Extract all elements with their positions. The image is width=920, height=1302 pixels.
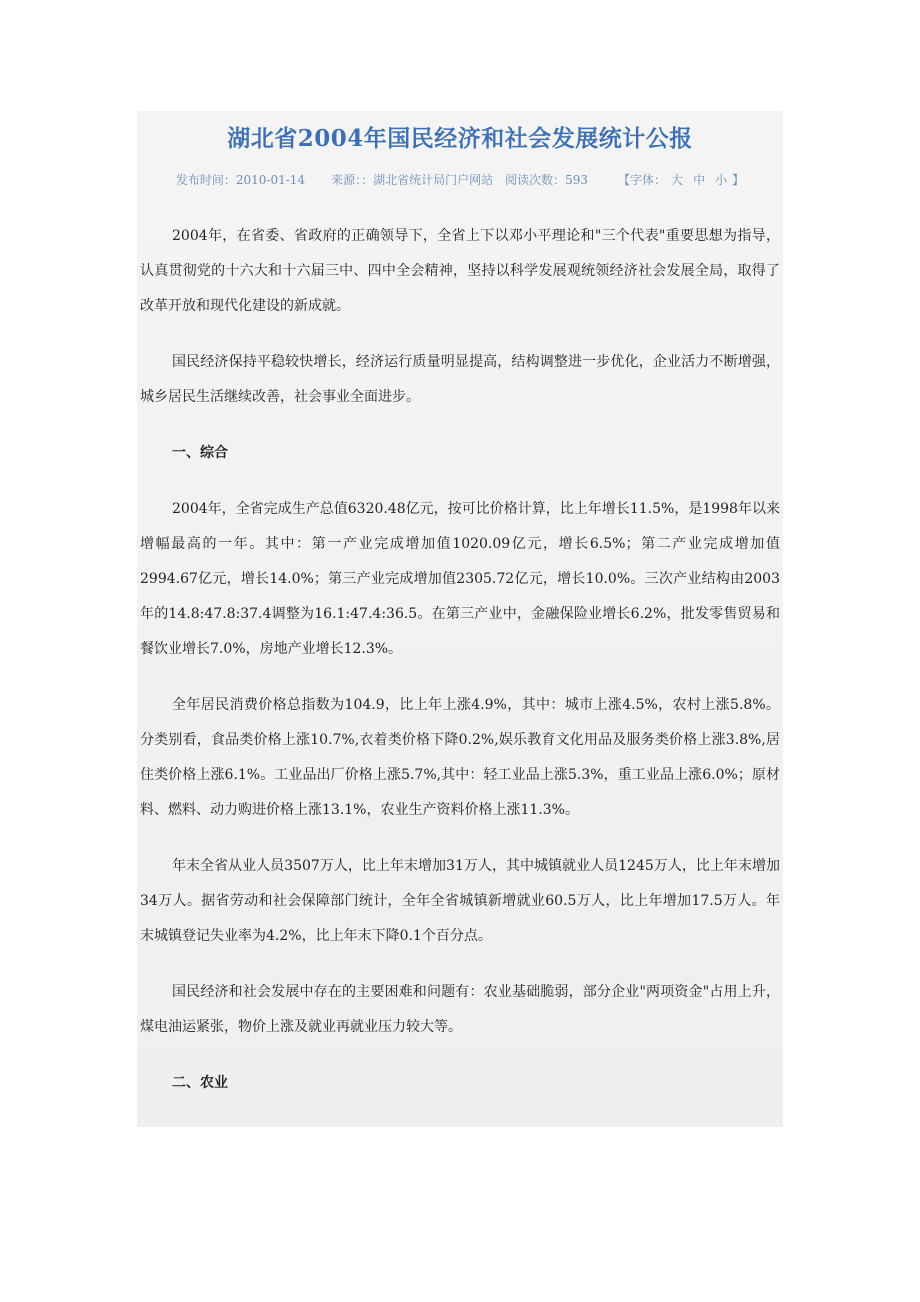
article-body xyxy=(140,219,780,1101)
source-label: 来源：： xyxy=(331,173,374,187)
article-meta xyxy=(140,169,780,191)
font-size-switcher xyxy=(618,169,744,191)
article-title: 湖北省2004年国民经济和社会发展统计公报 xyxy=(227,125,693,152)
intro-paragraph-1: 2004年，在省委、省政府的正确领导下，全省上下以邓小平理论和"三个代表"重要思想为指导，认真贯彻党的十六大和十六届三中、四中全会精神，坚持以科学发展观统领经济社会发展全局，取得了改革开放和现代化建设的新成就。 xyxy=(140,228,780,314)
read-count: 593 xyxy=(565,173,589,187)
read-count-label: 阅读次数： xyxy=(505,173,566,187)
intro-paragraph-2: 国民经济保持平稳较快增长，经济运行质量明显提高，结构调整进一步优化，企业活力不断增强，城乡居民生活继续改善，社会事业全面进步。 xyxy=(140,354,780,405)
font-size-open: 【字体： xyxy=(618,173,667,187)
font-size-small-link[interactable]: 小 xyxy=(715,173,728,187)
font-size-large-link[interactable]: 大 xyxy=(671,173,684,187)
section-heading-agriculture: 二、农业 xyxy=(172,1075,228,1091)
font-size-close: 】 xyxy=(732,173,745,187)
general-paragraph-2: 全年居民消费价格总指数为104.9，比上年上涨4.9%，其中：城市上涨4.5%，农村上涨5.8%。分类别看，食品类价格上涨10.7%,衣着类价格下降0.2%,娱乐教育文化用品及服务类价格上涨3.8%,居住类价格上涨6.1%。工业品出厂价格上涨5.7%,其中：轻工业品上涨5.3%，重工业品上涨6.0%；原材料、燃料、动力购进价格上涨13.1%，农业生产资料价格上涨11.3%。 xyxy=(140,697,780,818)
general-paragraph-1: 2004年，全省完成生产总值6320.48亿元，按可比价格计算，比上年增长11.5%，是1998年以来增幅最高的一年。其中：第一产业完成增加值1020.09亿元，增长6.5%；第二产业完成增加值2994.67亿元，增长14.0%；第三产业完成增加值2305.72亿元，增长10.0%。三次产业结构由2003年的14.8:47.8:37.4调整为16.1:47.4:36.5。在第三产业中，金融保险业增长6.2%，批发零售贸易和餐饮业增长7.0%，房地产业增长12.3%。 xyxy=(140,501,780,657)
font-size-medium-link[interactable]: 中 xyxy=(693,173,706,187)
article xyxy=(137,111,783,1127)
publish-date: 2010-01-14 xyxy=(235,173,306,187)
source-name: 湖北省统计局门户网站 xyxy=(373,173,494,187)
section-heading-general: 一、综合 xyxy=(172,445,228,461)
general-paragraph-3: 年末全省从业人员3507万人，比上年末增加31万人，其中城镇就业人员1245万人，比上年末增加34万人。据省劳动和社会保障部门统计，全年全省城镇新增就业60.5万人，比上年增加17.5万人。年末城镇登记失业率为4.2%，比上年末下降0.1个百分点。 xyxy=(140,858,780,944)
general-paragraph-4: 国民经济和社会发展中存在的主要困难和问题有：农业基础脆弱，部分企业"两项资金"占用上升，煤电油运紧张，物价上涨及就业再就业压力较大等。 xyxy=(140,984,780,1035)
publish-label: 发布时间： xyxy=(175,173,236,187)
